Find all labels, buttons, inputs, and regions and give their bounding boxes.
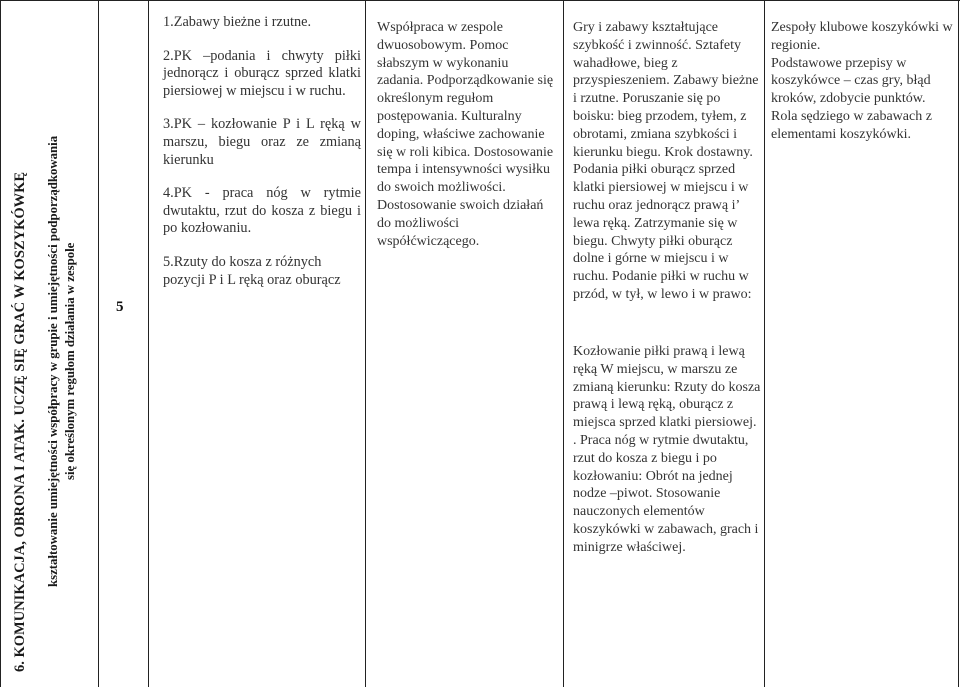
topic-subtitle-line2: się określonym regułom działania w zespole <box>63 242 77 480</box>
lesson-item: 5.Rzuty do kosza z różnych pozycji P i L ręką oraz oburącz <box>163 253 341 288</box>
topic-subtitle-line1: kształtowanie umiejętności współpracy w grupie i umiejętności podporządkowania <box>46 135 60 587</box>
column-divider <box>148 0 149 687</box>
column-divider <box>563 0 564 687</box>
content-part1: Gry i zabawy kształtujące szybkość i zwinność. Sztafety wahadłowe, bieg z przyspieszeniem. Zabawy bieżne i rzutne. Poruszanie się po boisku: bieg przodem, tyłem, z obrotami, zmiana szybkości i kierunku biegu. Krok dostawny. Podania piłki oburącz sprzed klatki piersiowej w miejscu i w ruchu oraz jednorącz prawą i’ lewa ręką. Zatrzymanie się w biegu. Chwyty piłki oburącz dolne i górne w miejscu i w ruchu. Podanie piłki w ruchu w przód, w tył, w lewo i w prawo: <box>573 20 759 302</box>
topic-title: 6. KOMUNIKACJA, OBRONA I ATAK. UCZĘ SIĘ GRAĆ W KOSZYKÓWKĘ <box>12 171 28 672</box>
table-border-right <box>958 0 959 687</box>
lessons-list <box>163 14 361 289</box>
table-border-top <box>0 0 960 1</box>
extras-item: Rola sędziego w zabawach z elementami koszykówki. <box>771 108 932 142</box>
content-part2: Kozłowanie piłki prawą i lewą ręką W miejscu, w marszu ze zmianą kierunku: Rzuty do kosza prawą i lewą ręką, oburącz z miejsca sprzed klatki piersiowej. . Praca nóg w rytmie dwutaktu, rzut do kosza z biegu i po kozłowaniu: Obrót na jednej nodze –piwot. Stosowanie nauczonych elementów koszykówki w zabawach, grach i minigrze właściwej. <box>573 344 761 555</box>
lesson-item: 3.PK – kozłowanie P i L ręką w marszu, biegu oraz ze zmianą kierunku <box>163 116 361 168</box>
hours-count: 5 <box>116 299 124 315</box>
extras-list <box>771 19 955 144</box>
social-goals-text: Współpraca w zespole dwuosobowym. Pomoc słabszym w wykonaniu zadania. Podporządkowanie się określonym regułom postępowania. Kulturalny doping, właściwe zachowanie się w roli kibica. Dostosowanie tempa i intensywności wysiłku do swoich możliwości. Dostosowanie swoich działań do możliwości współćwiczącego. <box>377 20 554 249</box>
column-divider <box>764 0 765 687</box>
lesson-item: 1.Zabawy bieżne i rzutne. <box>163 14 312 30</box>
lesson-item: 4.PK - praca nóg w rytmie dwutaktu, rzut do kosza z biegu i po kozłowaniu. <box>163 185 361 237</box>
column-divider <box>365 0 366 687</box>
lesson-item: 2.PK –podania i chwyty piłki jednorącz i oburącz sprzed klatki piersiowej w miejscu i w ruchu. <box>163 47 361 99</box>
extras-item: Zespoły klubowe koszykówki w regionie. <box>771 20 953 53</box>
extras-item: Podstawowe przepisy w koszykówce – czas gry, błąd kroków, zdobycie punktów. <box>771 55 931 107</box>
column-divider <box>98 0 99 687</box>
table-border-left <box>0 0 1 687</box>
